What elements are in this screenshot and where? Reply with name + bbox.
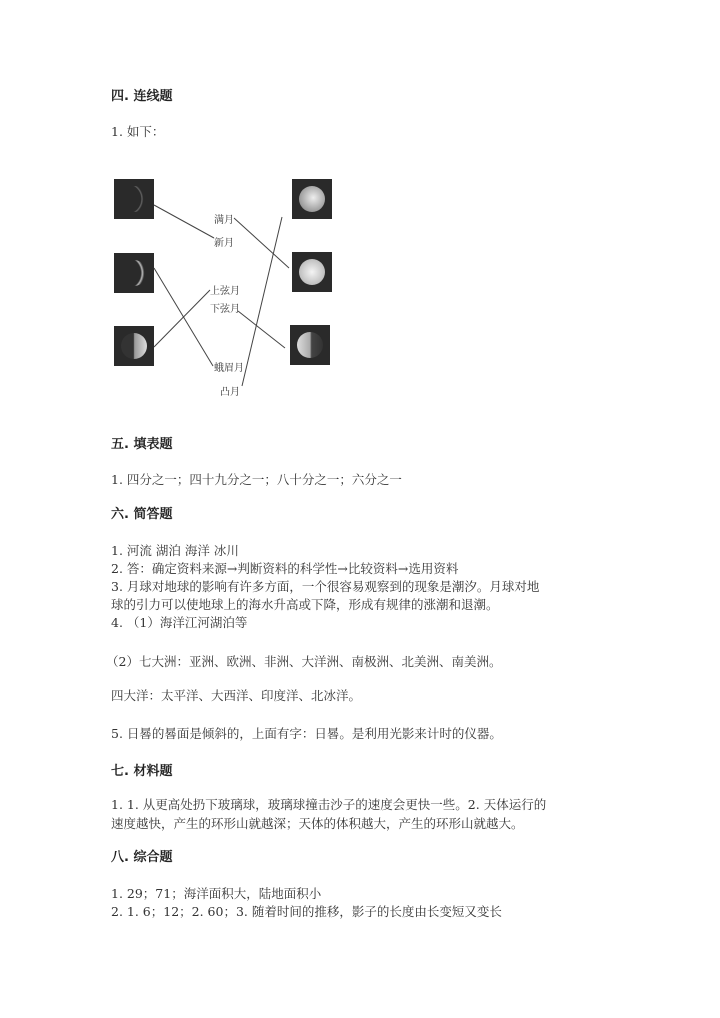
label-last-quarter: 下弦月 [210, 304, 240, 315]
section-title-matching: 四. 连线题 [111, 89, 173, 104]
label-new-moon: 新月 [214, 238, 234, 249]
connection-line [238, 311, 285, 348]
answer-line: 球的引力可以使地球上的海水升高或下降，形成有规律的涨潮和退潮。 [111, 597, 499, 612]
label-full-moon: 满月 [214, 215, 234, 226]
section-title-material: 七. 材料题 [111, 764, 173, 779]
connection-lines [0, 0, 720, 420]
connection-line [234, 218, 289, 268]
label-gibbous: 凸月 [220, 387, 240, 398]
answer-line: 速度越快，产生的环形山就越深；天体的体积越大，产生的环形山就越大。 [111, 816, 524, 831]
answer-line: 1. 河流 湖泊 海洋 冰川 [111, 543, 239, 558]
answer-line: 2. 答：确定资料来源→判断资料的科学性→比较资料→选用资料 [111, 561, 459, 576]
connection-line [154, 205, 214, 238]
connection-line [154, 290, 210, 347]
answer-line: （2）七大洲：亚洲、欧洲、非洲、大洋洲、南极洲、北美洲、南美洲。 [106, 654, 502, 669]
answer-line: 1. 29；71；海洋面积大，陆地面积小 [111, 886, 322, 901]
answer-line: 2. 1. 6；12；2. 60；3. 随着时间的推移，影子的长度由长变短又变长 [111, 904, 502, 919]
section-title-table: 五. 填表题 [111, 437, 173, 452]
section-title-short-answer: 六. 简答题 [111, 507, 173, 522]
label-waxing-crescent: 蛾眉月 [214, 363, 244, 374]
answer-line: 1. 如下： [111, 124, 165, 139]
label-first-quarter: 上弦月 [210, 286, 240, 297]
answer-line: 5. 日晷的晷面是倾斜的，上面有字：日晷。是利用光影来计时的仪器。 [111, 726, 502, 741]
connection-line [242, 217, 282, 386]
answer-line: 3. 月球对地球的影响有许多方面，一个很容易观察到的现象是潮汐。月球对地 [111, 579, 540, 594]
section-title-comprehensive: 八. 综合题 [111, 850, 173, 865]
answer-line: 四大洋：太平洋、大西洋、印度洋、北冰洋。 [111, 688, 362, 703]
answer-line: 4. （1）海洋江河湖泊等 [111, 615, 248, 630]
answer-line: 1. 1. 从更高处扔下玻璃球，玻璃球撞击沙子的速度会更快一些。2. 天体运行的 [111, 797, 547, 812]
answer-line: 1. 四分之一；四十九分之一；八十分之一；六分之一 [111, 472, 402, 487]
